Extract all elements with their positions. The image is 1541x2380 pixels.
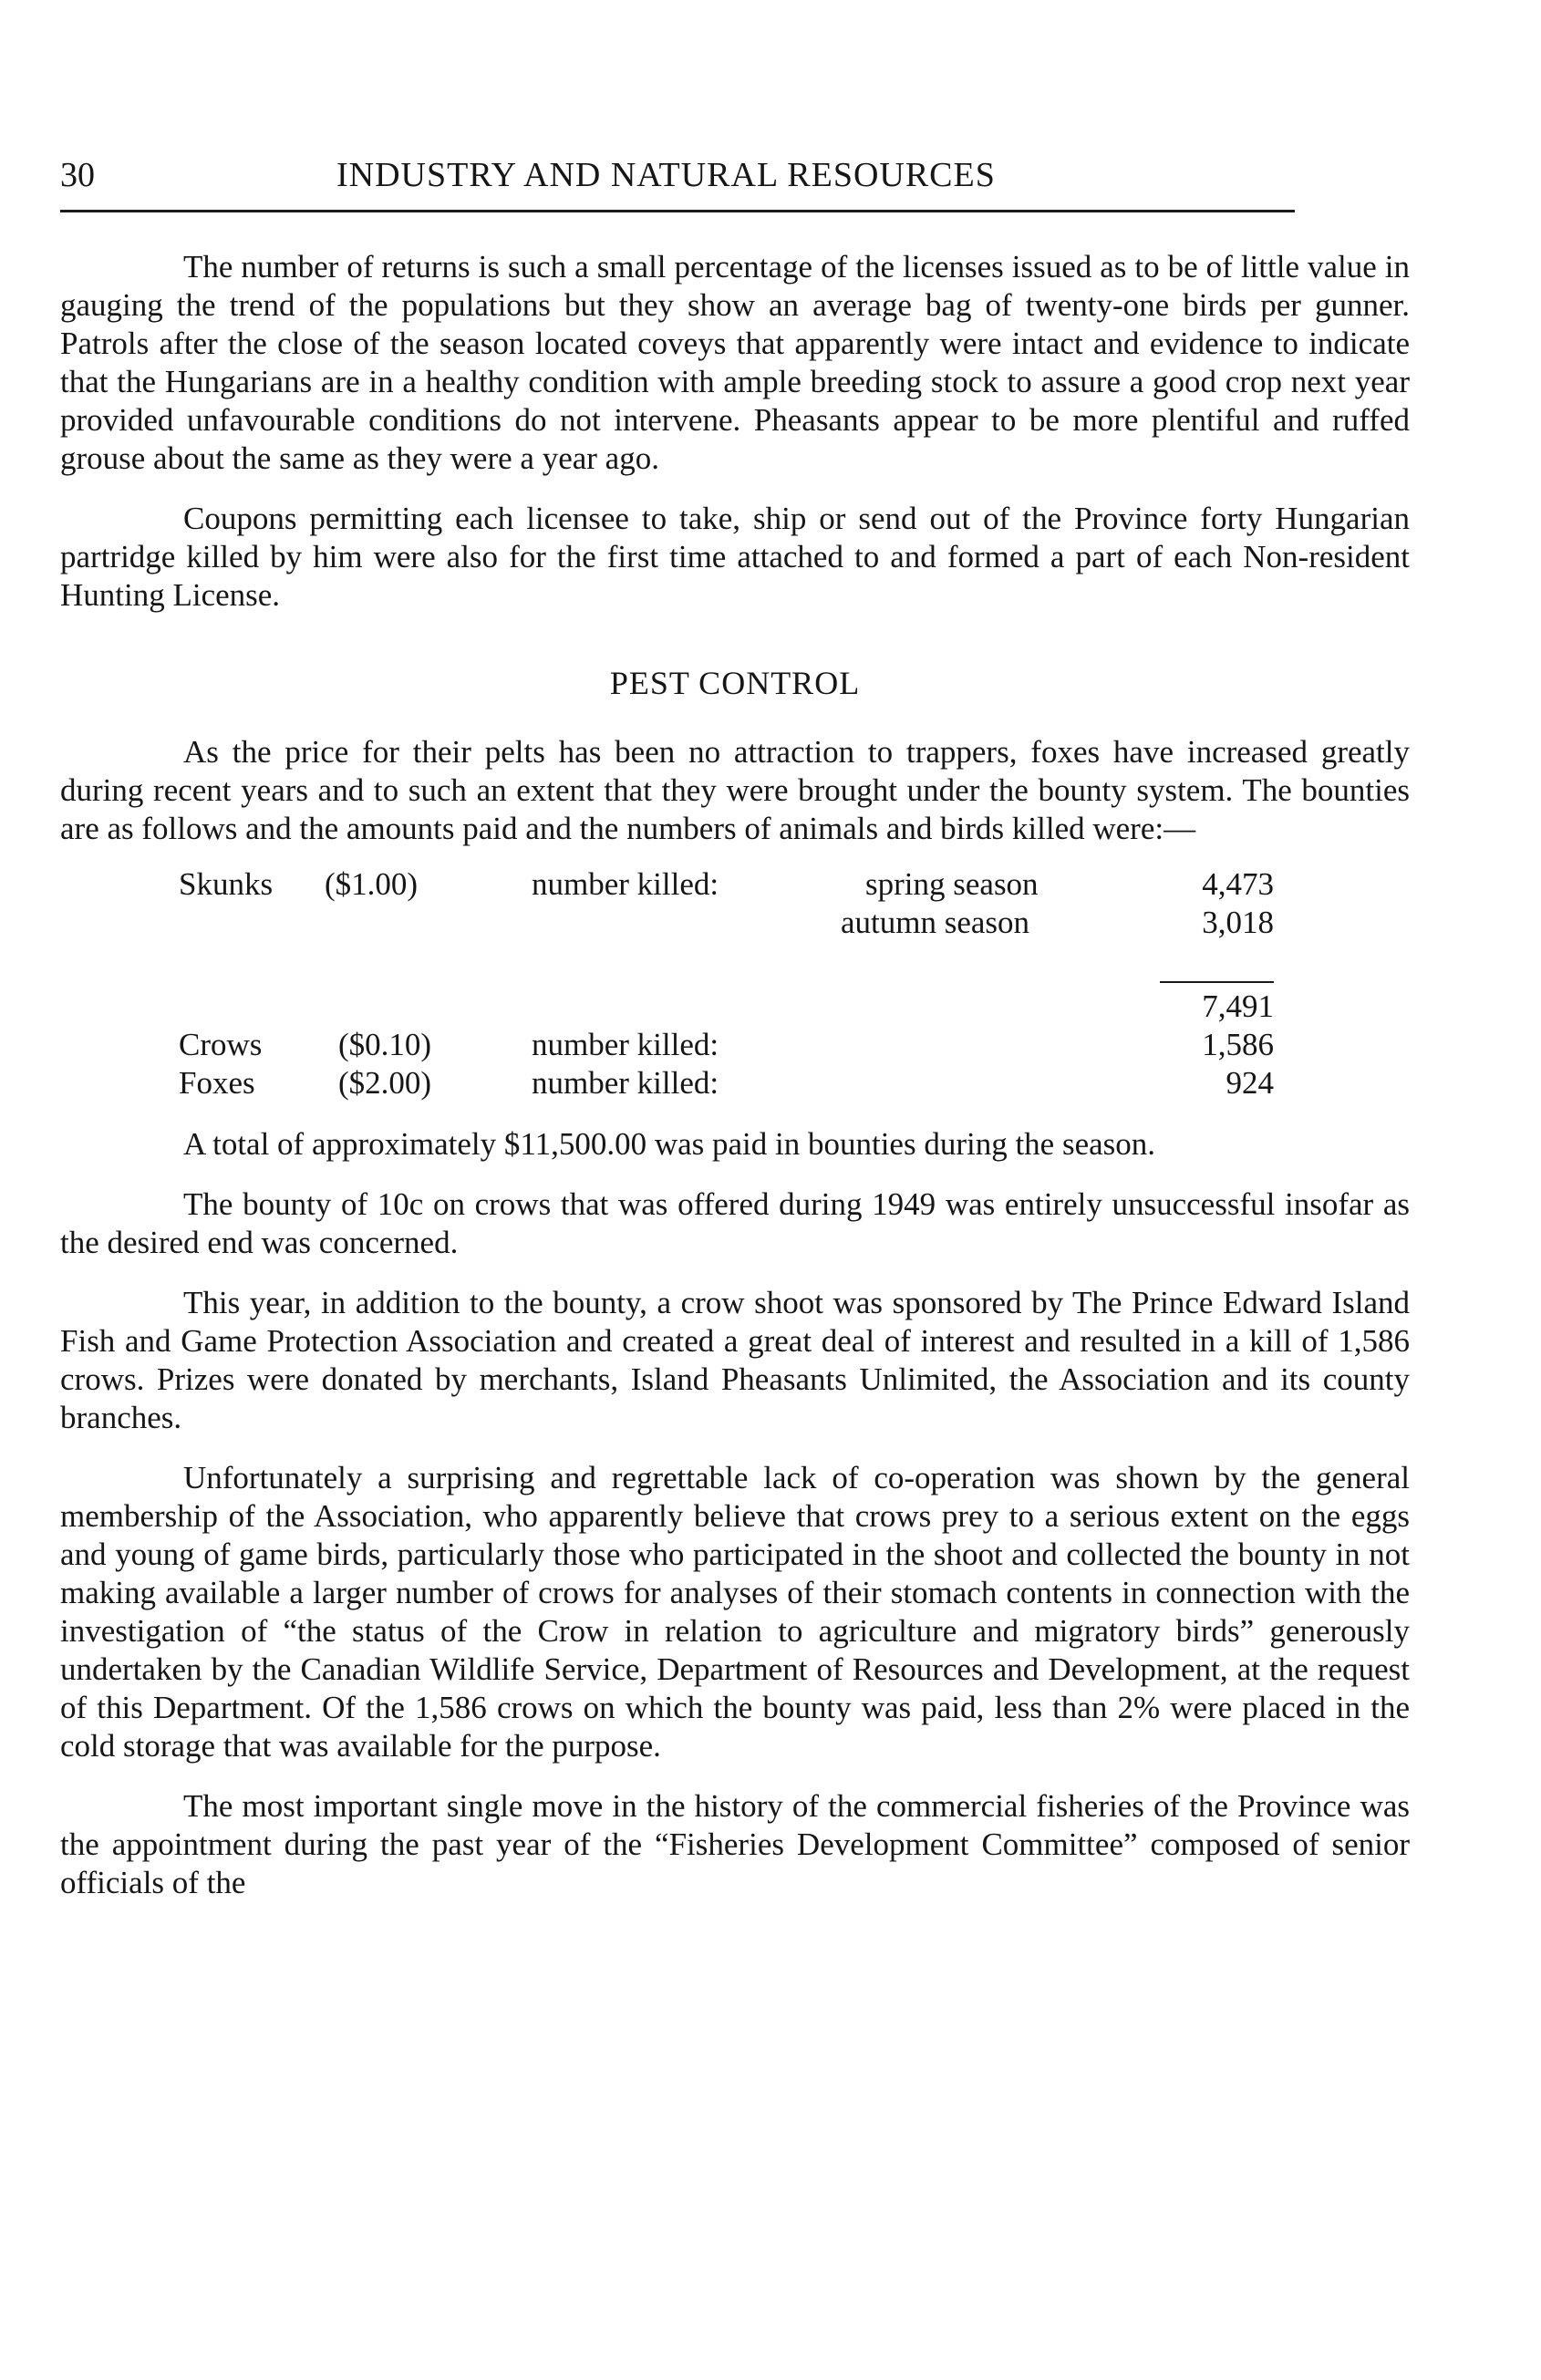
- skunks-spring-label: spring season: [865, 866, 1039, 902]
- running-title: INDUSTRY AND NATURAL RESOURCES: [336, 156, 996, 194]
- page-number: 30: [60, 156, 95, 194]
- total-rule: [1160, 981, 1274, 983]
- skunks-total: 7,491: [1202, 988, 1274, 1024]
- paragraph-fisheries: The most important single move in the history of the commercial fisheries of the Province was the appointment during the past year of the “Fisheries Development Committee” composed of senior officials of the: [60, 1788, 1410, 1900]
- foxes-animal: Foxes: [179, 1065, 255, 1101]
- skunks-autumn-label: autumn season: [841, 905, 1030, 940]
- foxes-rate: ($2.00): [338, 1065, 432, 1101]
- skunks-label: number killed:: [532, 866, 719, 902]
- paragraph-bounty-total: A total of approximately $11,500.00 was paid in bounties during the season.: [183, 1126, 1156, 1162]
- paragraph-crow-bounty-1949: The bounty of 10c on crows that was offered during 1949 was entirely unsuccessful insofar as the desired end was concerned.: [60, 1186, 1410, 1260]
- skunks-autumn-count: 3,018: [1202, 905, 1274, 940]
- crows-rate: ($0.10): [338, 1027, 432, 1062]
- skunks-rate: ($1.00): [325, 866, 419, 902]
- crows-count: 1,586: [1202, 1027, 1274, 1062]
- foxes-count: 924: [1226, 1065, 1274, 1101]
- bounty-table: [60, 866, 1410, 1100]
- paragraph-coupons: Coupons permitting each licensee to take, ship or send out of the Province forty Hungarian partridge killed by him were also for the first time attached to and formed a part of each Non-resident Hunting License.: [60, 501, 1410, 613]
- paragraph-crow-shoot: This year, in addition to the bounty, a crow shoot was sponsored by The Prince Edward Island Fish and Game Protection Association and created a great deal of interest and resulted in a kill of 1,586 crows. Prizes were donated by merchants, Island Pheasants Unlimited, the Association and its county branches.: [60, 1285, 1410, 1435]
- paragraph-pest-intro: As the price for their pelts has been no attraction to trappers, foxes have increased greatly during recent years and to such an extent that they were brought under the bounty system. The bounties are as follows and the amounts paid and the numbers of animals and birds killed were:—: [60, 734, 1410, 846]
- page-body: [60, 248, 1410, 1902]
- crows-label: number killed:: [532, 1027, 719, 1062]
- foxes-label: number killed:: [532, 1065, 719, 1101]
- skunks-spring-count: 4,473: [1202, 866, 1274, 902]
- skunks-animal: Skunks: [179, 866, 274, 902]
- paragraph-game-returns: The number of returns is such a small percentage of the licenses issued as to be of little value in gauging the trend of the populations but they show an average bag of twenty-one birds per gunner. Patrols after the close of the season located coveys that apparently were intact and evidence to indicate that the Hungarians are in a healthy condition with ample breeding stock to assure a good crop next year provided unfavourable conditions do not intervene. Pheasants appear to be more plentiful and ruffed grouse about the same as they were a year ago.: [60, 249, 1410, 476]
- section-heading-pest-control: PEST CONTROL: [609, 665, 861, 701]
- page-header: [60, 155, 1295, 212]
- paragraph-cooperation: Unfortunately a surprising and regrettable lack of co-operation was shown by the general membership of the Association, who apparently believe that crows prey to a serious extent on the eggs and young of game birds, particularly those who participated in the shoot and collected the bounty in not making available a larger number of crows for analyses of their stomach contents in connection with the investigation of “the status of the Crow in relation to agriculture and migratory birds” generously undertaken by the Canadian Wildlife Service, Department of Resources and Development, at the request of this Department. Of the 1,586 crows on which the bounty was paid, less than 2% were placed in the cold storage that was available for the purpose.: [60, 1460, 1410, 1764]
- crows-animal: Crows: [179, 1027, 263, 1062]
